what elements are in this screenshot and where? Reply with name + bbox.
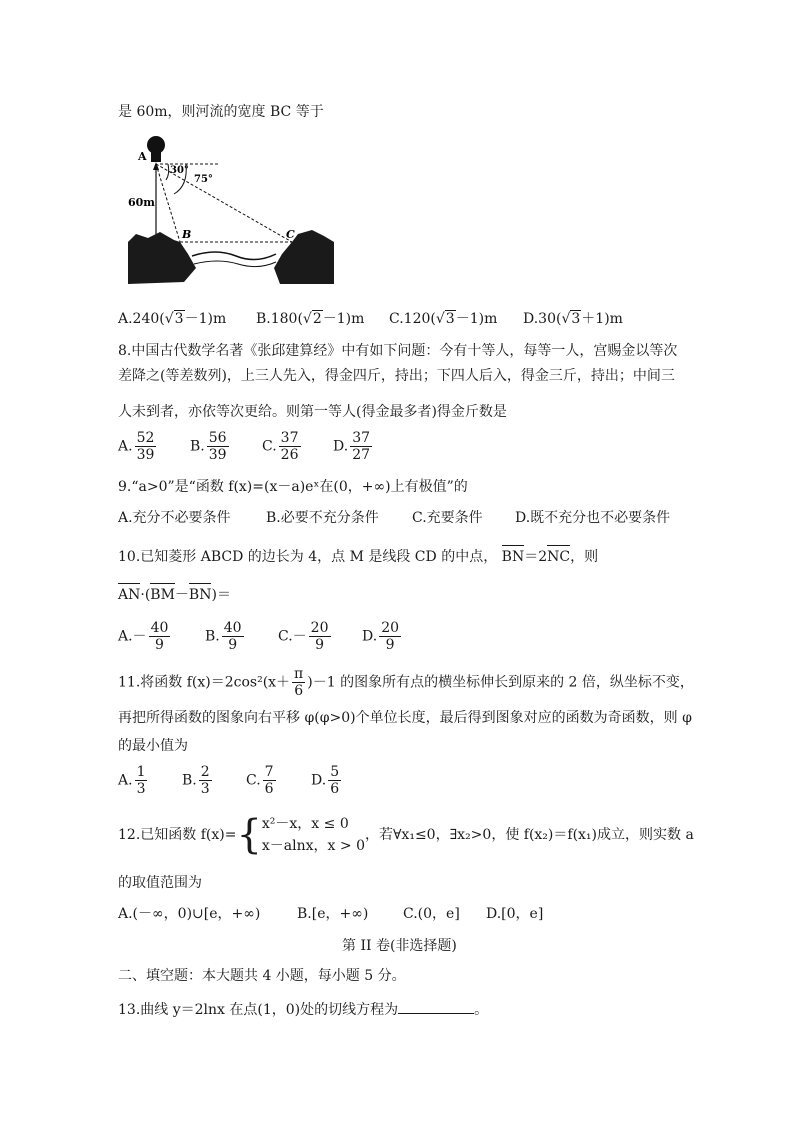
label-c: C (286, 228, 295, 241)
q8-option-c[interactable]: C. $\frac{37}{26}$ (262, 430, 299, 463)
q10-option-a[interactable]: A.－ $\frac{40}{9}$ (118, 620, 169, 653)
q12-option-b[interactable]: B.[e，+∞) (297, 906, 369, 922)
q7-option-a[interactable]: A.240(√3－1)m (118, 311, 227, 327)
q8-option-a[interactable]: A. $\frac{52}{39}$ (118, 430, 155, 463)
q9-option-a[interactable]: A.充分不必要条件 (118, 510, 231, 526)
q7-intro: 是 60m，则河流的宽度 BC 等于 (118, 104, 324, 120)
q12-option-a[interactable]: A.(－∞，0)∪[e，+∞) (118, 906, 261, 922)
q8-option-d[interactable]: D. $\frac{37}{27}$ (333, 430, 371, 463)
q13-answer-blank[interactable] (398, 999, 474, 1014)
angle-30: 30° (170, 165, 189, 176)
q7-option-c[interactable]: C.120(√3－1)m (389, 311, 498, 327)
q12-option-c[interactable]: C.(0，e] (403, 906, 460, 922)
q10-expression: AN·(BM－BN)＝ (118, 587, 231, 603)
label-b: B (182, 228, 192, 241)
q11-option-c[interactable]: C. $\frac{7}{6}$ (246, 764, 274, 797)
q12-line-1: 12.已知函数 f(x)={ x²－x，x ≤ 0 x－alnx，x > 0 ，若∀x₁≤0，∃x₂>0，使 f(x₂)＝f(x₁)成立，则实数 a (118, 812, 694, 858)
section-title: 第 II 卷(非选择题) (342, 938, 457, 954)
q9-option-c[interactable]: C.充要条件 (412, 510, 483, 526)
q11-option-d[interactable]: D. $\frac{5}{6}$ (311, 764, 340, 797)
q10-option-d[interactable]: D. $\frac{20}{9}$ (362, 620, 400, 653)
fill-in-header: 二、填空题：本大题共 4 小题，每小题 5 分。 (118, 968, 406, 984)
label-a: A (138, 150, 147, 163)
q9-line: 9.“a>0”是“函数 f(x)=(x－a)eˣ在(0，+∞)上有极值”的 (118, 479, 468, 495)
q11-option-b[interactable]: B. $\frac{2}{3}$ (182, 764, 210, 797)
q8-line-3: 人未到者，亦依等次更给。则第一等人(得金最多者)得金斤数是 (118, 404, 507, 420)
q11-line-3: 的最小值为 (118, 738, 188, 754)
q12-piecewise: x²－x，x ≤ 0 x－alnx，x > 0 (261, 816, 365, 854)
q8-option-b[interactable]: B. $\frac{56}{39}$ (190, 430, 227, 463)
q11-line-1: 11.将函数 f(x)＝2cos²(x＋ $\frac{\pi}{6}$ )－1 的图象所有点的横坐标伸长到原来的 2 倍，纵坐标不变， (118, 666, 694, 699)
q10-option-b[interactable]: B. $\frac{40}{9}$ (205, 620, 242, 653)
q8-line-2: 差降之(等差数列)，上三人先入，得金四斤，持出；下四人后入，得金三斤，持出；中间三 (118, 368, 675, 384)
q12-line-2: 的取值范围为 (118, 875, 202, 891)
angle-75: 75° (194, 174, 213, 185)
q13-line: 13.曲线 y＝2lnx 在点(1，0)处的切线方程为 。 (118, 999, 488, 1019)
q7-option-d[interactable]: D.30(√3＋1)m (523, 311, 623, 327)
q10-option-c[interactable]: C.－ $\frac{20}{9}$ (278, 620, 329, 653)
q11-line-2: 再把所得函数的图象向右平移 φ(φ>0)个单位长度，最后得到图象对应的函数为奇函数，则 φ (118, 710, 692, 726)
q11-option-a[interactable]: A. $\frac{1}{3}$ (118, 764, 146, 797)
q9-option-b[interactable]: B.必要不充分条件 (266, 510, 379, 526)
q9-option-d[interactable]: D.既不充分也不必要条件 (515, 510, 671, 526)
q12-option-d[interactable]: D.[0，e] (486, 906, 544, 922)
q8-line-1: 8.中国古代数学名著《张邱建算经》中有如下问题：今有十等人，每等一人，宫赐金以等次 (118, 343, 678, 359)
q7-option-b[interactable]: B.180(√2－1)m (256, 311, 365, 327)
q7-figure (126, 130, 356, 290)
label-60m: 60m (128, 196, 155, 209)
q10-line-1: 10.已知菱形 ABCD 的边长为 4，点 M 是线段 CD 的中点， BN＝2NC，则 (118, 549, 599, 565)
